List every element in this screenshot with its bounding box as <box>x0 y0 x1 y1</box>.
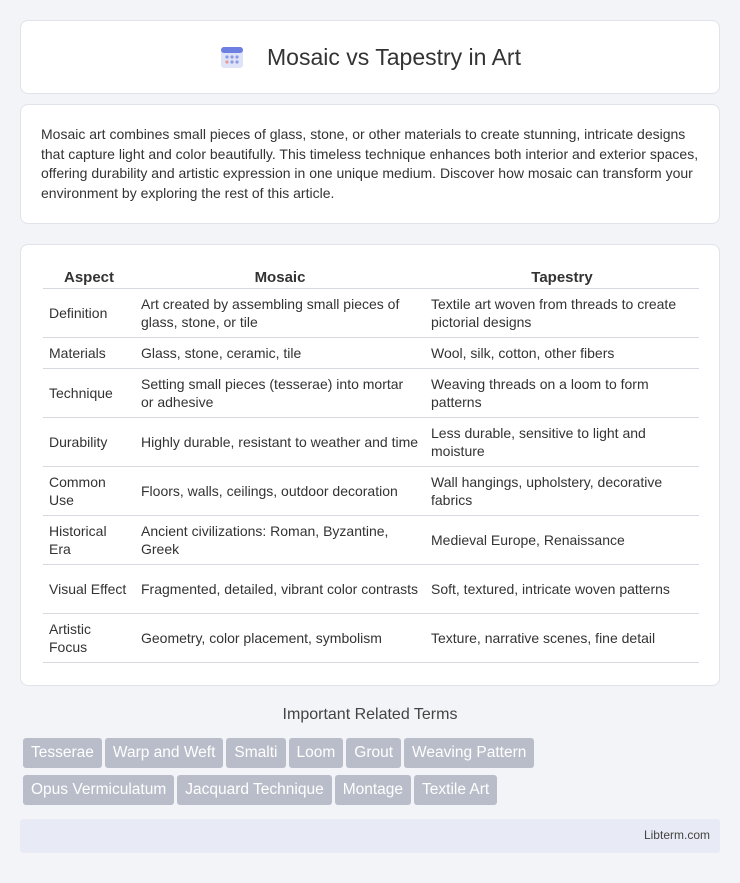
table-row <box>43 467 699 516</box>
cell-mosaic: Ancient civilizations: Roman, Byzantine, Greek <box>135 516 425 565</box>
cell-tapestry: Less durable, sensitive to light and moisture <box>425 418 699 467</box>
cell-aspect: Durability <box>43 418 135 467</box>
cell-mosaic: Fragmented, detailed, vibrant color contrasts <box>135 565 425 614</box>
table-header-row <box>43 265 699 289</box>
cell-aspect: Historical Era <box>43 516 135 565</box>
table-row <box>43 418 699 467</box>
cell-aspect: Artistic Focus <box>43 614 135 663</box>
cell-aspect: Materials <box>43 338 135 369</box>
table-row <box>43 565 699 614</box>
cell-tapestry: Wall hangings, upholstery, decorative fabrics <box>425 467 699 516</box>
header-card <box>20 20 720 94</box>
cell-mosaic: Geometry, color placement, symbolism <box>135 614 425 663</box>
table-row <box>43 614 699 663</box>
header-tapestry: Tapestry <box>425 265 699 289</box>
table-row <box>43 338 699 369</box>
cell-mosaic: Setting small pieces (tesserae) into mortar or adhesive <box>135 369 425 418</box>
cell-aspect: Visual Effect <box>43 565 135 614</box>
cell-tapestry: Medieval Europe, Renaissance <box>425 516 699 565</box>
header-aspect: Aspect <box>43 265 135 289</box>
calendar-icon <box>219 44 245 70</box>
tag-weaving-pattern[interactable]: Weaving Pattern <box>404 738 534 768</box>
related-terms-title: Important Related Terms <box>282 706 458 723</box>
intro-card <box>20 104 720 224</box>
tag-textile-art[interactable]: Textile Art <box>414 775 497 805</box>
comparison-table <box>43 265 699 663</box>
comparison-card <box>20 244 720 686</box>
cell-tapestry: Texture, narrative scenes, fine detail <box>425 614 699 663</box>
cell-tapestry: Soft, textured, intricate woven patterns <box>425 565 699 614</box>
table-row <box>43 289 699 338</box>
table-row <box>43 369 699 418</box>
tag-smalti[interactable]: Smalti <box>226 738 285 768</box>
cell-tapestry: Weaving threads on a loom to form patterns <box>425 369 699 418</box>
tag-loom[interactable]: Loom <box>289 738 344 768</box>
cell-aspect: Technique <box>43 369 135 418</box>
intro-text: Mosaic art combines small pieces of glass, stone, or other materials to create stunning, intricate designs that capture light and color beautifully. This timeless technique enhances both interior and exterior spaces, offering durability and artistic expression in one unique medium. Discover how mosaic can transform your environment by exploring the rest of this article. <box>41 126 699 201</box>
related-tags <box>23 738 723 812</box>
cell-tapestry: Textile art woven from threads to create pictorial designs <box>425 289 699 338</box>
cell-mosaic: Highly durable, resistant to weather and time <box>135 418 425 467</box>
tag-warp-and-weft[interactable]: Warp and Weft <box>105 738 224 768</box>
cell-mosaic: Art created by assembling small pieces of glass, stone, or tile <box>135 289 425 338</box>
cell-aspect: Common Use <box>43 467 135 516</box>
cell-mosaic: Floors, walls, ceilings, outdoor decoration <box>135 467 425 516</box>
cell-aspect: Definition <box>43 289 135 338</box>
footer <box>20 819 720 853</box>
tag-montage[interactable]: Montage <box>335 775 411 805</box>
tag-opus-vermiculatum[interactable]: Opus Vermiculatum <box>23 775 174 805</box>
footer-link[interactable]: Libterm.com <box>643 828 710 842</box>
table-row <box>43 516 699 565</box>
tag-grout[interactable]: Grout <box>346 738 401 768</box>
page-title: Mosaic vs Tapestry in Art <box>267 43 521 70</box>
cell-mosaic: Glass, stone, ceramic, tile <box>135 338 425 369</box>
header-mosaic: Mosaic <box>135 265 425 289</box>
tag-jacquard-technique[interactable]: Jacquard Technique <box>177 775 331 805</box>
cell-tapestry: Wool, silk, cotton, other fibers <box>425 338 699 369</box>
tag-tesserae[interactable]: Tesserae <box>23 738 102 768</box>
